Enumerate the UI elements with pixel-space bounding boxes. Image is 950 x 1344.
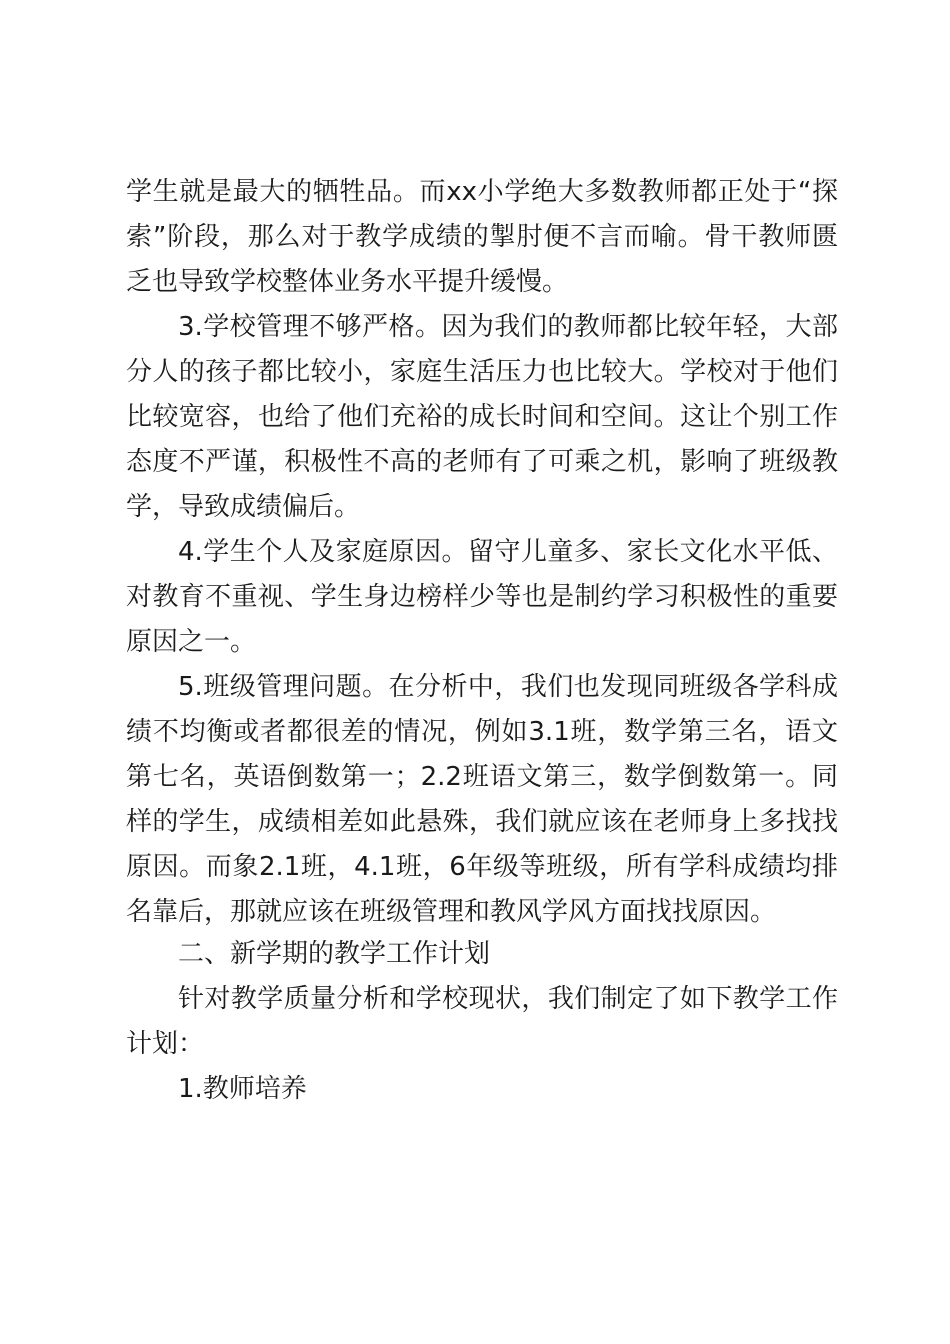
- text-line: 乏也导致学校整体业务水平提升缓慢。: [126, 267, 569, 297]
- text-line: 对教育不重视、学生身边榜样少等也是制约学习积极性的重要: [126, 582, 838, 612]
- text-line: 分人的孩子都比较小，家庭生活压力也比较大。学校对于他们: [126, 357, 838, 387]
- text-line: 态度不严谨，积极性不高的老师有了可乘之机，影响了班级教: [126, 447, 838, 477]
- text-line: 原因。而象2.1班，4.1班，6年级等班级，所有学科成绩均排: [126, 852, 838, 882]
- text-line: 绩不均衡或者都很差的情况，例如3.1班，数学第三名，语文: [126, 717, 838, 747]
- subsection-heading: 1.教师培养: [178, 1074, 307, 1104]
- section-heading: 二、新学期的教学工作计划: [178, 939, 491, 969]
- text-line: 第七名，英语倒数第一；2.2班语文第三，数学倒数第一。同: [126, 762, 838, 792]
- text-line: 4.学生个人及家庭原因。留守儿童多、家长文化水平低、: [178, 537, 838, 567]
- text-line: 学，导致成绩偏后。: [126, 492, 361, 522]
- text-line: 索”阶段，那么对于教学成绩的掣肘便不言而喻。骨干教师匮: [126, 222, 838, 252]
- text-line: 学生就是最大的牺牲品。而xx小学绝大多数教师都正处于“探: [126, 177, 838, 207]
- text-line: 针对教学质量分析和学校现状，我们制定了如下教学工作: [178, 984, 838, 1014]
- text-line: 5.班级管理问题。在分析中，我们也发现同班级各学科成: [178, 672, 838, 702]
- text-line: 3.学校管理不够严格。因为我们的教师都比较年轻，大部: [178, 312, 838, 342]
- text-line: 比较宽容，也给了他们充裕的成长时间和空间。这让个别工作: [126, 402, 838, 432]
- text-line: 原因之一。: [126, 627, 257, 657]
- text-line: 样的学生，成绩相差如此悬殊，我们就应该在老师身上多找找: [126, 807, 838, 837]
- text-line: 计划：: [126, 1029, 205, 1059]
- text-line: 名靠后，那就应该在班级管理和教风学风方面找找原因。: [126, 897, 777, 927]
